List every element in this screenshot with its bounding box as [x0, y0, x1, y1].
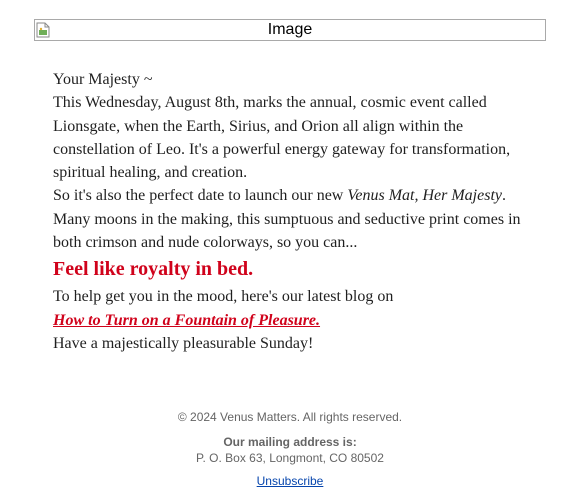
mailing-address: P. O. Box 63, Longmont, CO 80502 — [196, 451, 384, 465]
header-image-alt-text: Image — [267, 21, 313, 38]
launch-text-after: . Many moons in the making, this sumptuous and seductive print comes in both crimson and nude colorways, so you can... — [53, 187, 521, 252]
unsubscribe-row — [0, 473, 580, 489]
blog-link[interactable]: How to Turn on a Fountain of Pleasure. — [53, 311, 321, 329]
launch-paragraph — [53, 184, 523, 254]
product-name: Venus Mat, Her Majesty — [347, 187, 502, 205]
signoff: Have a majestically pleasurable Sunday! — [53, 334, 314, 352]
letter-body — [53, 68, 523, 355]
unsubscribe-link[interactable]: Unsubscribe — [256, 474, 324, 488]
launch-text-before: So it's also the perfect date to launch our new — [53, 187, 348, 205]
greeting: Your Majesty ~ — [53, 71, 153, 88]
headline: Feel like royalty in bed. — [53, 258, 254, 281]
copyright-notice: © 2024 Venus Matters. All rights reserved. — [177, 410, 403, 424]
header-image — [34, 19, 546, 41]
announcement-paragraph: This Wednesday, August 8th, marks the annual, cosmic event called Lionsgate, when the Earth, Sirius, and Orion all align within the constellation of Leo. It's a powerful energy gateway for transformation, spiritual healing, and creation. — [53, 94, 511, 182]
blog-intro: To help get you in the mood, here's our latest blog on — [53, 288, 394, 306]
blog-link-line — [53, 309, 523, 332]
broken-image-icon — [36, 22, 50, 38]
mailing-address-heading: Our mailing address is: — [223, 435, 357, 449]
